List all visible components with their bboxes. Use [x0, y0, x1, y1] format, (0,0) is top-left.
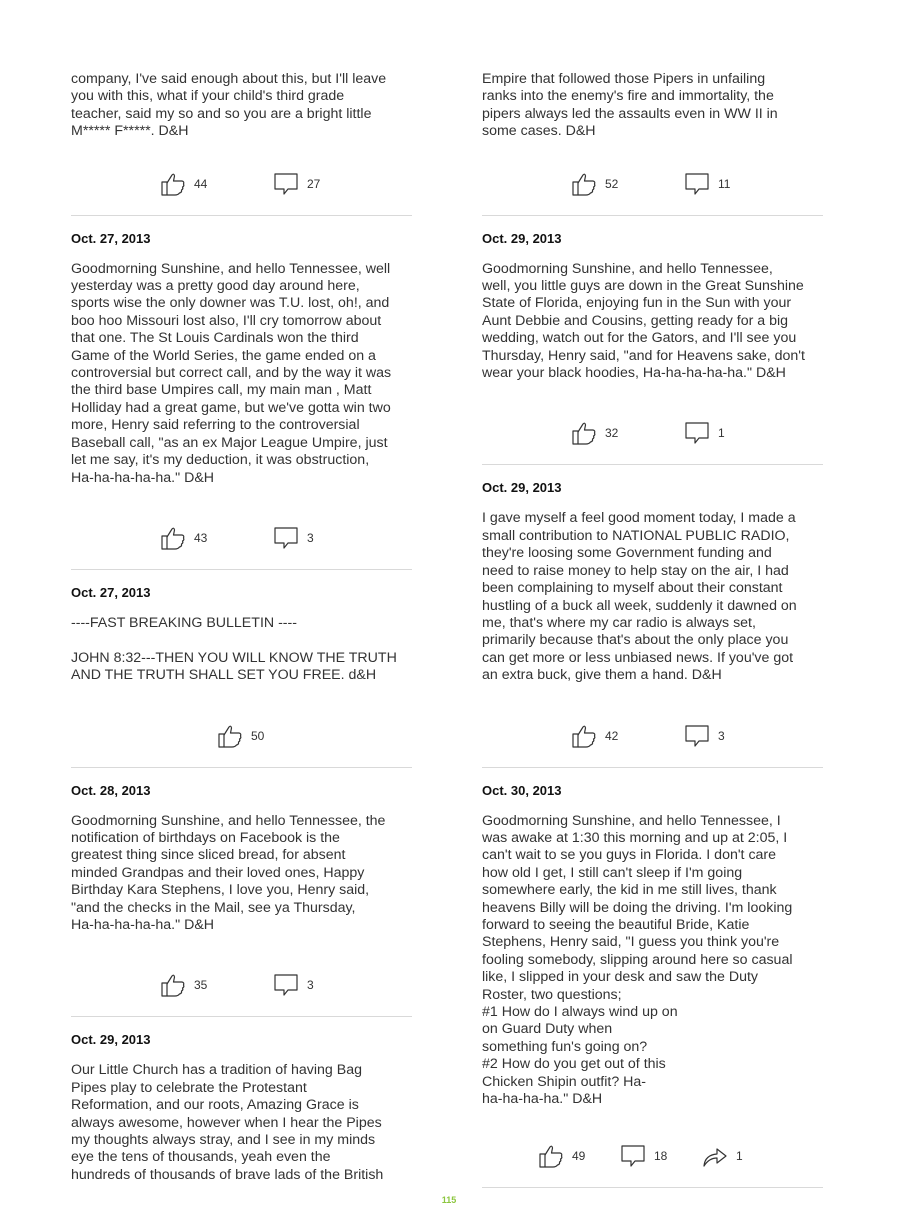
speech-bubble-icon	[273, 525, 299, 551]
thumbs-up-icon	[571, 171, 597, 197]
comment-button[interactable]	[684, 164, 730, 204]
post-divider	[71, 767, 412, 768]
comment-button[interactable]	[273, 965, 314, 1005]
post-reactions	[482, 1136, 823, 1176]
post-text: ----FAST BREAKING BULLETIN ---- JOHN 8:32---THEN YOU WILL KNOW THE TRUTH AND THE TRUTH SHALL SET YOU FREE. d&H	[71, 614, 397, 684]
post	[71, 584, 412, 768]
post-divider	[482, 464, 823, 465]
post-reactions	[482, 413, 823, 453]
share-count: 1	[736, 1149, 743, 1164]
post-text: Our Little Church has a tradition of having Bag Pipes play to celebrate the Protestant Reformation, and our roots, Amazing Grace is always awesome, however when I hear the Pipes my thoughts always stray, and I see in my minds eye the tens of thousands, yeah even the hundreds of thousands of brave lads of the British	[71, 1062, 384, 1183]
post-divider	[71, 1016, 412, 1017]
post	[71, 230, 412, 570]
comment-count: 27	[307, 176, 321, 191]
post-reactions	[71, 965, 412, 1005]
post-text: Goodmorning Sunshine, and hello Tennessee, I was awake at 1:30 this morning and up at 2:05, I can't wait to se you guys in Florida. I don't care how old I get, I still can't sleep if I'm going somewhere early, the kid in me still lives, thank heavens Billy will be doing the driving. I'm looking forward to seeing the beautiful Bride, Katie Stephens, Henry said, "I guess you think you're fooling somebody, slipping around here so casual like, I slipped in your desk and saw the Duty Roster, two questions; #1 How do I always wind up on on Guard Duty when something fun's going on? #2 How do you get out of this Chicken Shipin outfit? Ha- ha-ha-ha-ha." D&H	[482, 812, 793, 1108]
post-divider	[71, 215, 412, 216]
like-count: 32	[605, 426, 619, 441]
post-date: Oct. 29, 2013	[482, 480, 562, 496]
thumbs-up-icon	[571, 723, 597, 749]
post	[482, 479, 823, 767]
post-reactions	[71, 164, 412, 204]
comment-count: 18	[654, 1149, 668, 1164]
thumbs-up-icon	[538, 1143, 564, 1169]
post-reactions	[71, 716, 412, 756]
post-text: Goodmorning Sunshine, and hello Tennessee, well, you little guys are down in the Great Sunshine State of Florida, enjoying fun in the Sun with your Aunt Debbie and Cousins, getting ready for a big wedding, watch out for the Gators, and I'll see you Thursday, Henry said, "and for Heavens sake, don't wear your black hoodies, Ha-ha-ha-ha-ha." D&H	[482, 260, 805, 382]
like-button[interactable]	[160, 518, 207, 558]
comment-count: 3	[307, 978, 314, 993]
thumbs-up-icon	[160, 972, 186, 998]
post-date: Oct. 29, 2013	[482, 230, 562, 246]
thumbs-up-icon	[160, 171, 186, 197]
like-button[interactable]	[160, 965, 207, 1005]
share-arrow-icon	[702, 1143, 728, 1169]
comment-button[interactable]	[684, 413, 725, 453]
page-number: 115	[441, 1195, 457, 1205]
post-divider	[71, 569, 412, 570]
like-button[interactable]	[571, 413, 618, 453]
comment-button[interactable]	[273, 518, 314, 558]
right-column	[482, 0, 823, 1202]
comment-count: 3	[307, 530, 314, 545]
post-reactions	[482, 164, 823, 204]
like-button[interactable]	[160, 164, 207, 204]
post-reactions	[482, 716, 823, 756]
post-date: Oct. 27, 2013	[71, 230, 151, 246]
comment-button[interactable]	[273, 164, 320, 204]
post-continuation-text: Empire that followed those Pipers in unfailing ranks into the enemy's fire and immortality, the pipers always led the assaults even in WW II in some cases. D&H	[482, 71, 778, 140]
post	[482, 230, 823, 466]
post-date: Oct. 27, 2013	[71, 584, 151, 600]
post-date: Oct. 30, 2013	[482, 782, 562, 798]
like-button[interactable]	[538, 1136, 585, 1176]
speech-bubble-icon	[620, 1143, 646, 1169]
speech-bubble-icon	[684, 171, 710, 197]
like-count: 42	[605, 728, 619, 743]
share-button[interactable]	[702, 1136, 743, 1176]
speech-bubble-icon	[684, 420, 710, 446]
post	[482, 782, 823, 1189]
post-divider	[482, 215, 823, 216]
comment-count: 1	[718, 426, 725, 441]
comment-count: 3	[718, 728, 725, 743]
post-text: Goodmorning Sunshine, and hello Tennessee, well yesterday was a pretty good day around here, sports wise the only downer was T.U. lost, oh!, and boo hoo Missouri lost also, I'll cry tomorrow about that one. The St Louis Cardinals won the third Game of the World Series, the game ended on a controversial but correct call, and by the way it was the third base Umpires call, my main man , Matt Holliday had a great game, but we've gotta win two more, Henry said referring to the controversial Baseball call, "as an ex Major League Umpire, just let me say, it's my deduction, it was obstruction, Ha-ha-ha-ha-ha." D&H	[71, 260, 392, 486]
speech-bubble-icon	[273, 972, 299, 998]
like-button[interactable]	[571, 164, 618, 204]
like-count: 52	[605, 176, 619, 191]
comment-button[interactable]	[620, 1136, 667, 1176]
post-divider	[482, 1187, 823, 1188]
post	[71, 782, 412, 1018]
like-button[interactable]	[571, 716, 618, 756]
thumbs-up-icon	[160, 525, 186, 551]
like-button[interactable]	[217, 716, 264, 756]
left-column	[71, 0, 412, 1184]
like-count: 50	[251, 728, 265, 743]
like-count: 35	[194, 978, 208, 993]
post-continuation-text: company, I've said enough about this, but I'll leave you with this, what if your child's third grade teacher, said my so and so you are a bright little M***** F*****. D&H	[71, 71, 387, 140]
post-text: I gave myself a feel good moment today, I made a small contribution to NATIONAL PUBLIC RADIO, they're loosing some Government funding and need to raise money to help stay on the air, I had been complaining to myself about their constant hustling of a buck all week, suddenly it dawned on me, that's where my car radio is always set, primarily because that's about the only place you can get more or less unbiased news. If you've got an extra buck, give them a hand. D&H	[482, 510, 797, 684]
post-divider	[482, 767, 823, 768]
post	[71, 1031, 412, 1184]
post-text: Goodmorning Sunshine, and hello Tennessee, the notification of birthdays on Facebook is the greatest thing since sliced bread, for absent minded Grandpas and their loved ones, Happy Birthday Kara Stephens, I love you, Henry said, "and the checks in the Mail, see ya Thursday, Ha-ha-ha-ha-ha." D&H	[71, 812, 386, 933]
post-reactions	[71, 518, 412, 558]
like-count: 49	[572, 1149, 586, 1164]
speech-bubble-icon	[684, 723, 710, 749]
like-count: 43	[194, 530, 208, 545]
thumbs-up-icon	[571, 420, 597, 446]
comment-button[interactable]	[684, 716, 725, 756]
thumbs-up-icon	[217, 723, 243, 749]
like-count: 44	[194, 176, 208, 191]
post-date: Oct. 28, 2013	[71, 782, 151, 798]
speech-bubble-icon	[273, 171, 299, 197]
comment-count: 11	[718, 176, 731, 191]
post-date: Oct. 29, 2013	[71, 1032, 151, 1048]
